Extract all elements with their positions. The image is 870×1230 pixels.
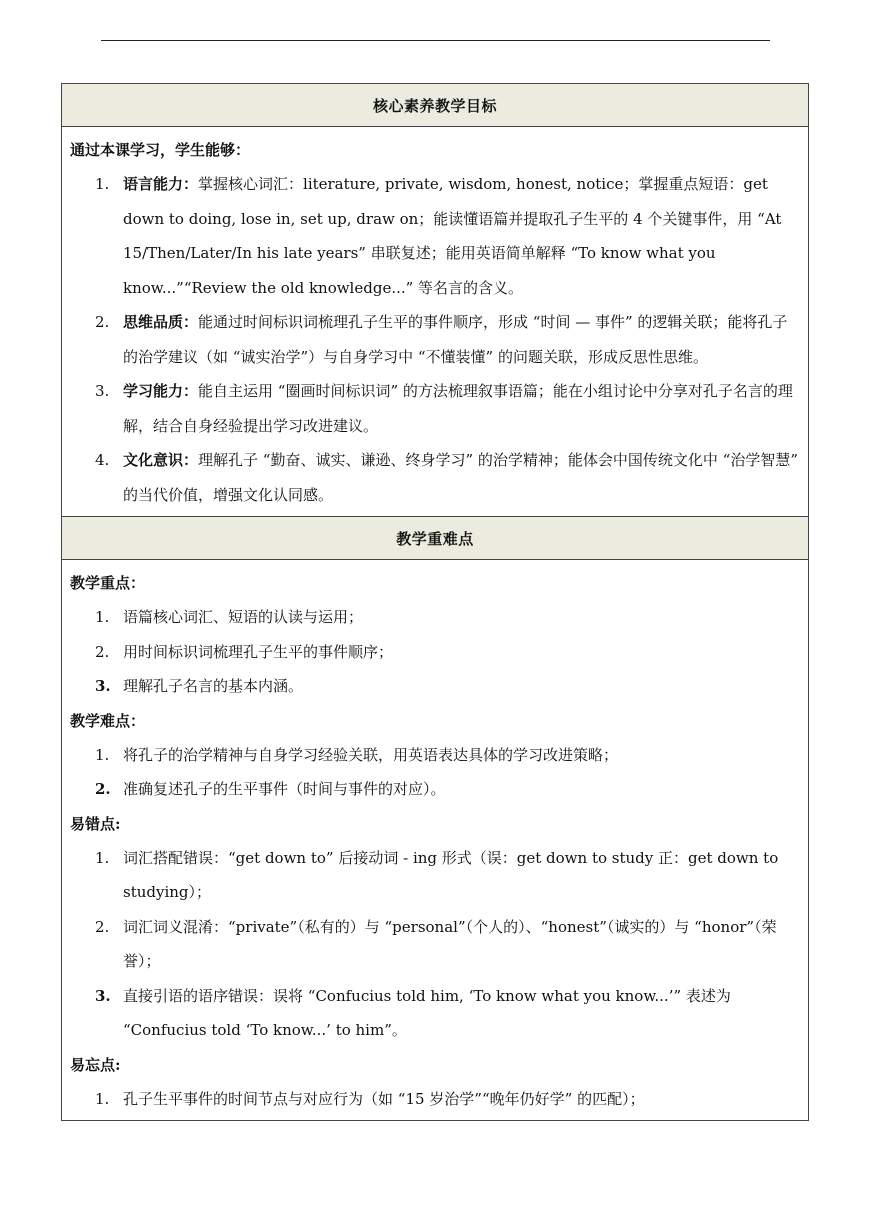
item-number: 3. (95, 382, 110, 400)
item-number: 2. (95, 642, 110, 661)
hard-points-title: 教学难点： (70, 711, 146, 730)
goals-body (62, 127, 809, 517)
goal-label: 语言能力： (123, 175, 199, 193)
item-number: 2. (95, 917, 110, 936)
error-point-item (70, 841, 800, 910)
key-point-text: 用时间标识词梳理孔子生平的事件顺序； (123, 642, 394, 661)
goal-text: 掌握核心词汇：literature, private, wisdom, honest, notice；掌握重点短语：get down to doing, lose in, set up, draw on；能读懂语篇并提取孔子生平的 4 个关键事件，用 “At 15/Then/Later/In his late years” 串联复述；能用英语简单解释 “To know what you know...”“Review the old knowledge...” 等名言的含义。 (123, 175, 782, 297)
item-number: 1. (95, 848, 110, 867)
goal-text: 能通过时间标识词梳理孔子生平的事件顺序，形成 “时间 — 事件” 的逻辑关联；能将孔子的治学建议（如 “诚实治学”）与自身学习中 “不懂装懂” 的问题关联，形成反思性思维。 (123, 313, 788, 366)
key-point-item (70, 600, 800, 635)
goal-label: 文化意识： (123, 451, 199, 469)
goals-header: 核心素养教学目标 (62, 84, 809, 127)
goal-item-culture (70, 443, 800, 512)
goal-text: 能自主运用 “圈画时间标识词” 的方法梳理叙事语篇；能在小组讨论中分享对孔子名言的理解，结合自身经验提出学习改进建议。 (123, 382, 793, 435)
hard-point-item (70, 738, 800, 773)
item-number: 1. (95, 608, 110, 626)
hard-point-text: 将孔子的治学精神与自身学习经验关联，用英语表达具体的学习改进策略； (123, 745, 619, 764)
item-number: 2. (95, 780, 111, 798)
goals-intro: 通过本课学习，学生能够： (70, 141, 251, 159)
goal-label: 思维品质： (123, 313, 199, 331)
error-point-text: 直接引语的语序错误：误将 “Confucius told him, ‘To know what you know...’” 表述为 “Confucius told ‘To know...’ to him”。 (123, 986, 731, 1039)
item-number: 1. (95, 175, 110, 193)
error-point-item (70, 910, 800, 979)
key-point-item (70, 635, 800, 670)
goal-item-language (70, 167, 800, 305)
item-number: 3. (95, 677, 111, 695)
error-point-text: 词汇搭配错误：“get down to” 后接动词 - ing 形式（误：get down to study 正：get down to studying）； (123, 848, 779, 901)
goal-text: 理解孔子 “勤奋、诚实、谦逊、终身学习” 的治学精神；能体会中国传统文化中 “治学智慧” 的当代价值，增强文化认同感。 (123, 451, 798, 504)
error-point-text: 词汇词义混淆：“private”（私有的）与 “personal”（个人的）、“honest”（诚实的）与 “honor”（荣誉）； (123, 917, 777, 970)
item-number: 1. (95, 1089, 110, 1108)
key-point-text: 语篇核心词汇、短语的认读与运用； (123, 608, 364, 626)
item-number: 2. (95, 313, 110, 331)
error-point-item (70, 979, 800, 1048)
header-rule (101, 40, 770, 41)
key-point-item (70, 669, 800, 704)
goal-item-learning (70, 374, 800, 443)
goal-label: 学习能力： (123, 382, 199, 400)
forget-point-text: 孔子生平事件的时间节点与对应行为（如 “15 岁治学”“晚年仍好学” 的匹配）； (123, 1089, 645, 1108)
item-number: 1. (95, 745, 110, 764)
difficulties-header: 教学重难点 (62, 517, 809, 560)
goal-item-thinking (70, 305, 800, 374)
forget-points-title: 易忘点: (70, 1055, 121, 1074)
key-point-text: 理解孔子名言的基本内涵。 (123, 677, 304, 695)
item-number: 4. (95, 451, 110, 469)
hard-point-text: 准确复述孔子的生平事件（时间与事件的对应）。 (123, 780, 446, 798)
hard-point-item (70, 772, 800, 807)
difficulties-body (62, 560, 809, 1121)
error-points-title: 易错点: (70, 814, 121, 833)
item-number: 3. (95, 986, 111, 1005)
forget-point-item (70, 1082, 800, 1117)
key-points-title: 教学重点： (70, 574, 146, 592)
lesson-table (61, 83, 809, 1121)
